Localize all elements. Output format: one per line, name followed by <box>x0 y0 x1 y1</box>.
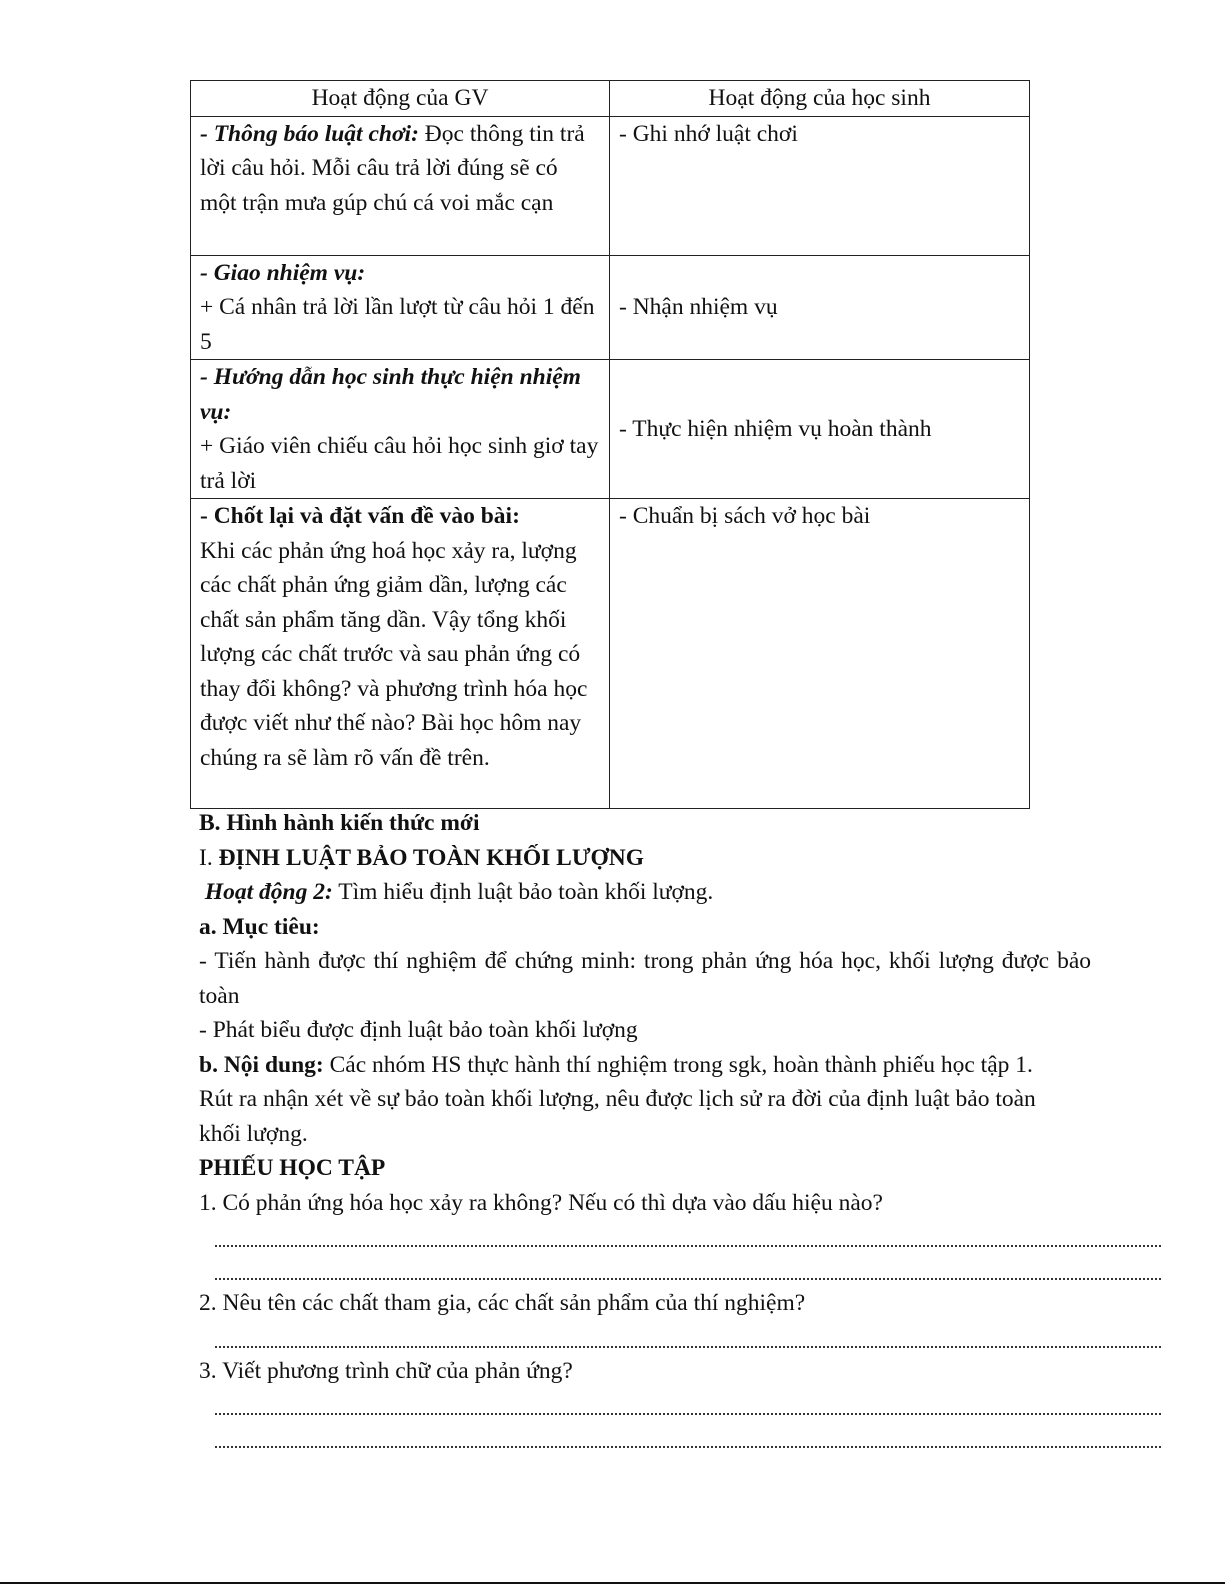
student-cell: - Thực hiện nhiệm vụ hoàn thành <box>610 360 1030 499</box>
goal-heading: a. Mục tiêu: <box>199 913 320 940</box>
activity-line: Hoạt động 2: Tìm hiểu định luật bảo toàn khối lượng. <box>204 879 714 905</box>
document-body <box>199 806 1091 1454</box>
question: 2. Nêu tên các chất tham gia, các chất sản phẩm của thí nghiệm? <box>199 1290 806 1316</box>
answer-line <box>215 1220 1161 1253</box>
worksheet-title: PHIẾU HỌC TẬP <box>199 1155 386 1181</box>
answer-line <box>215 1253 1161 1286</box>
goal-item: - Tiến hành được thí nghiệm để chứng minh: trong phản ứng hóa học, khối lượng được bảo toàn <box>199 948 1091 1009</box>
teacher-cell: - Thông báo luật chơi: Đọc thông tin trả lời câu hỏi. Mỗi câu trả lời đúng sẽ có một trận mưa gúp chú cá voi mắc cạn <box>191 116 610 255</box>
teacher-cell: - Hướng dẫn học sinh thực hiện nhiệm vụ: + Giáo viên chiếu câu hỏi học sinh giơ tay trả lời <box>191 360 610 499</box>
activity-table <box>190 80 1030 809</box>
student-cell: - Nhận nhiệm vụ <box>610 255 1030 360</box>
goal-item: - Phát biểu được định luật bảo toàn khối lượng <box>199 1017 638 1043</box>
header-teacher: Hoạt động của GV <box>191 81 610 117</box>
student-cell: - Ghi nhớ luật chơi <box>610 116 1030 255</box>
teacher-cell: - Chốt lại và đặt vấn đề vào bài: Khi các phản ứng hoá học xảy ra, lượng các chất phản ứng giảm dần, lượng các chất sản phẩm tăng dần. Vậy tổng khối lượng các chất trước và sau phản ứng có thay đổi không? và phương trình hóa học được viết như thế nào? Bài học hôm nay chúng ra sẽ làm rõ vấn đề trên. <box>191 499 610 809</box>
answer-line <box>215 1321 1161 1354</box>
student-cell: - Chuẩn bị sách vở học bài <box>610 499 1030 809</box>
section-i-heading: I. ĐỊNH LUẬT BẢO TOÀN KHỐI LƯỢNG <box>199 844 645 871</box>
teacher-cell: - Giao nhiệm vụ: + Cá nhân trả lời lần lượt từ câu hỏi 1 đến 5 <box>191 255 610 360</box>
header-student: Hoạt động của học sinh <box>610 81 1030 117</box>
answer-line <box>215 1421 1161 1454</box>
question: 1. Có phản ứng hóa học xảy ra không? Nếu có thì dựa vào dấu hiệu nào? <box>199 1189 883 1216</box>
question: 3. Viết phương trình chữ của phản ứng? <box>199 1357 573 1384</box>
page-bottom-border <box>0 1582 1225 1584</box>
section-b-heading: B. Hình hành kiến thức mới <box>199 810 480 836</box>
answer-line <box>215 1388 1161 1421</box>
content-paragraph: b. Nội dung: Các nhóm HS thực hành thí nghiệm trong sgk, hoàn thành phiếu học tập 1. Rút ra nhận xét về sự bảo toàn khối lượng, nêu được lịch sử ra đời của định luật bảo toàn khối lượng. <box>199 1051 1036 1147</box>
